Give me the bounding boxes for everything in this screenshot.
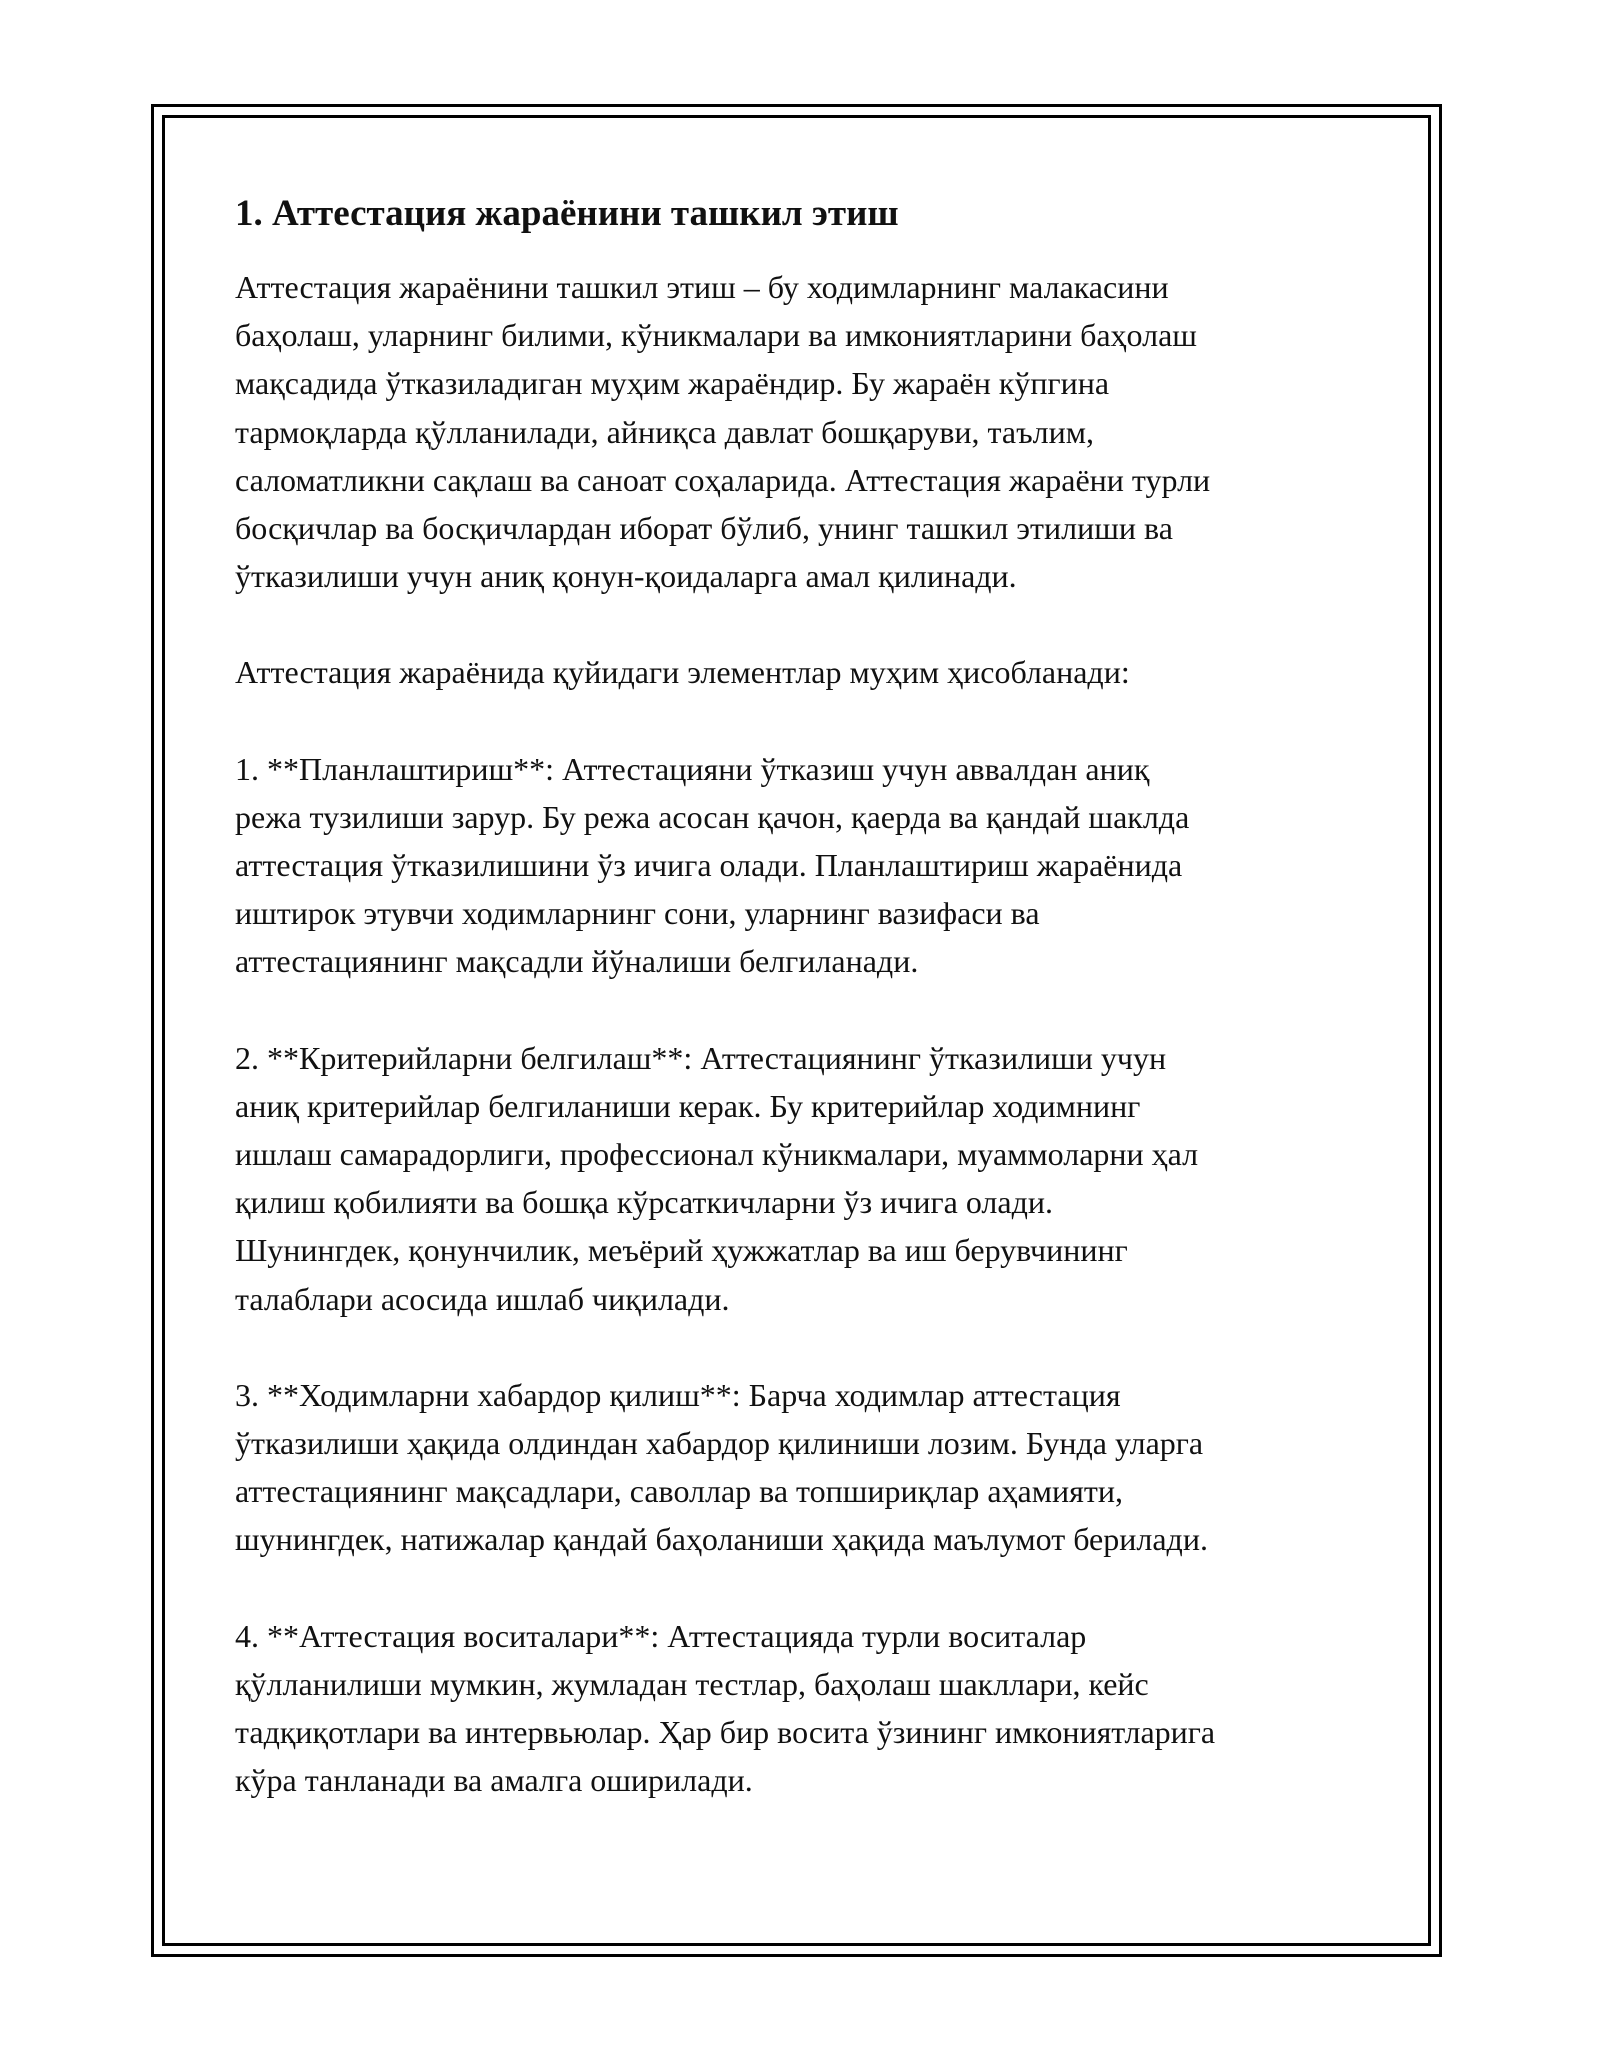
paragraph-item-planning: 1. **Планлаштириш**: Аттестацияни ўтказиш учун аввалдан аниқ режа тузилиши зарур. Бу режа асосан қачон, қаерда ва қандай шаклда аттестация ўтказилишини ўз ичига олади. Планлаштириш жараёнида иштирок этувчи ходимларнинг сони, уларнинг вазифаси ва аттестациянинг мақсадли йўналиши белгиланади. [235,750,1190,980]
paragraph-elements-lead: Аттестация жараёнида қуйидаги элементлар муҳим ҳисобланади: [235,654,1130,691]
document-title: 1. Аттестация жараёнини ташкил этиш [235,193,899,234]
document-body [235,187,1375,1852]
paragraph-intro: Аттестация жараёнини ташкил этиш – бу ходимларнинг малакасини баҳолаш, уларнинг билими, кўникмалари ва имкониятларини баҳолаш мақсадида ўтказиладиган муҳим жараёндир. Бу жараён кўпгина тармоқларда қўлланилади, айниқса давлат бошқаруви, таълим, саломатликни сақлаш ва саноат соҳаларида. Аттестация жараёни турли босқичлар ва босқичлардан иборат бўлиб, унинг ташкил этилиши ва ўтказилиши учун аниқ қонун-қоидаларга амал қилинади. [235,269,1211,595]
paragraph-item-tools: 4. **Аттестация воситалари**: Аттестацияда турли воситалар қўлланилиши мумкин, жумладан тестлар, баҳолаш шакллари, кейс тадқиқотлари ва интервьюлар. Ҳар бир восита ўзининг имкониятларига кўра танланади ва амалга оширилади. [235,1617,1216,1799]
paragraph-item-criteria: 2. **Критерийларни белгилаш**: Аттестациянинг ўтказилиши учун аниқ критерийлар белгиланиши керак. Бу критерийлар ходимнинг ишлаш самарадорлиги, профессионал кўникмалари, муаммоларни ҳал қилиш қобилияти ва бошқа кўрсаткичларни ўз ичига олади. Шунингдек, қонунчилик, меъёрий ҳужжатлар ва иш берувчининг талаблари асосида ишлаб чиқилади. [235,1039,1199,1317]
paragraph-item-notification: 3. **Ходимларни хабардор қилиш**: Барча ходимлар аттестация ўтказилиши ҳақида олдиндан хабардор қилиниши лозим. Бунда уларга аттестациянинг мақсадлари, саволлар ва топшириқлар аҳамияти, шунингдек, натижалар қандай баҳоланиши ҳақида маълумот берилади. [235,1376,1208,1558]
